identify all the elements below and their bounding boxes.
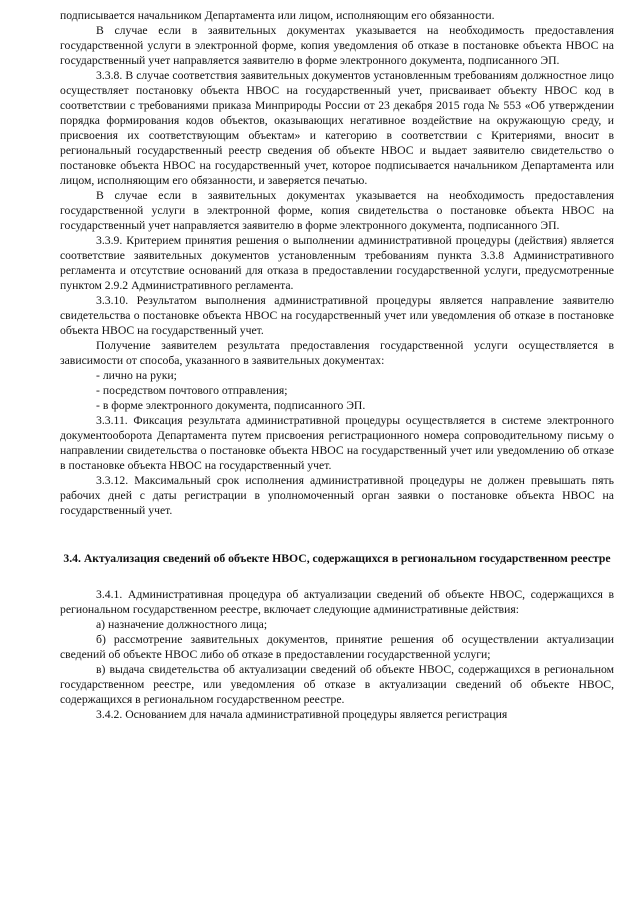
list-item: - посредством почтового отправления;	[96, 384, 288, 397]
document-page	[60, 8, 614, 722]
list-item: - в форме электронного документа, подписанного ЭП.	[96, 399, 366, 412]
paragraph: В случае если в заявительных документах указывается на необходимость предоставления государственной услуги в электронной форме, копия уведомления об отказе в постановке объекта НВОС на государственный учет направляется заявителю в форме электронного документа, подписанного ЭП.	[60, 24, 614, 67]
paragraphs-bottom	[60, 587, 614, 722]
list-item: б) рассмотрение заявительных документов, принятие решения об осуществлении актуализации сведений об объекте НВОС либо об отказе в предоставлении государственной услуги;	[60, 633, 614, 661]
paragraph-3-4-1: 3.4.1. Административная процедура об актуализации сведений об объекте НВОС, содержащихся в региональном государственном реестре, включает следующие административные действия:	[60, 588, 614, 616]
paragraph: В случае если в заявительных документах указывается на необходимость предоставления государственной услуги в электронной форме, копия свидетельства о постановке объекта НВОС на государственный учет направляется заявителю в форме электронного документа, подписанного ЭП.	[60, 189, 614, 232]
paragraph-3-3-10: 3.3.10. Результатом выполнения административной процедуры является направление заявителю свидетельства о постановке объекта НВОС на государственный учет или уведомления об отказе в постановке объекта НВОС на государственный учет.	[60, 294, 614, 337]
paragraph-continuation: подписывается начальником Департамента или лицом, исполняющим его обязанности.	[60, 9, 495, 22]
paragraph-3-3-11: 3.3.11. Фиксация результата административной процедуры осуществляется в системе электронного документооборота Департамента путем присвоения регистрационного номера сопроводительному письму о направлении свидетельства о постановке объекта НВОС на государственный учет или уведомлению об отказе в постановке объекта НВОС на государственный учет.	[60, 414, 614, 472]
paragraphs-top	[60, 8, 614, 518]
paragraph: Получение заявителем результата предоставления государственной услуги осуществляется в зависимости от способа, указанного в заявительных документах:	[60, 339, 614, 367]
list-item: в) выдача свидетельства об актуализации сведений об объекте НВОС, содержащихся в региональном государственном реестре, или уведомления об отказе в актуализации сведений об объекте НВОС, содержащихся в региональном государственном реестре.	[60, 663, 614, 706]
paragraph-3-4-2: 3.4.2. Основанием для начала административной процедуры является регистрация	[96, 708, 508, 721]
list-item: а) назначение должностного лица;	[96, 618, 268, 631]
paragraph-3-3-9: 3.3.9. Критерием принятия решения о выполнении административной процедуры (действия) является соответствие заявительных документов установленным требованиям пункта 3.3.8 Административного регламента и отсутствие оснований для отказа в предоставлении государственной услуги, предусмотренные пунктом 2.9.2 Административного регламента.	[60, 234, 614, 292]
paragraph-3-3-8: 3.3.8. В случае соответствия заявительных документов установленным требованиям должностное лицо осуществляет постановку объекта НВОС на государственный учет, присваивает объекту НВОС код в соответствии с требованиями приказа Минприроды России от 23 декабря 2015 года № 553 «Об утверждении порядка формирования кодов объектов, оказывающих негативное воздействие на окружающую среду, и присвоения их соответствующим объектам» и категорию в соответствии с Критериями, вносит в региональный государственный реестр сведения об объекте НВОС и выдает заявителю свидетельство о постановке объекта НВОС на государственный учет, которое подписывается начальником Департамента или лицом, исполняющим его обязанности, и заверяется печатью.	[60, 69, 614, 187]
list-item: - лично на руки;	[96, 369, 177, 382]
paragraph-3-3-12: 3.3.12. Максимальный срок исполнения административной процедуры не должен превышать пять рабочих дней с даты регистрации в уполномоченный орган заявки о постановке объекта НВОС на государственный учет.	[60, 474, 614, 517]
section-heading: 3.4. Актуализация сведений об объекте НВОС, содержащихся в региональном государственном реестре	[63, 552, 611, 565]
